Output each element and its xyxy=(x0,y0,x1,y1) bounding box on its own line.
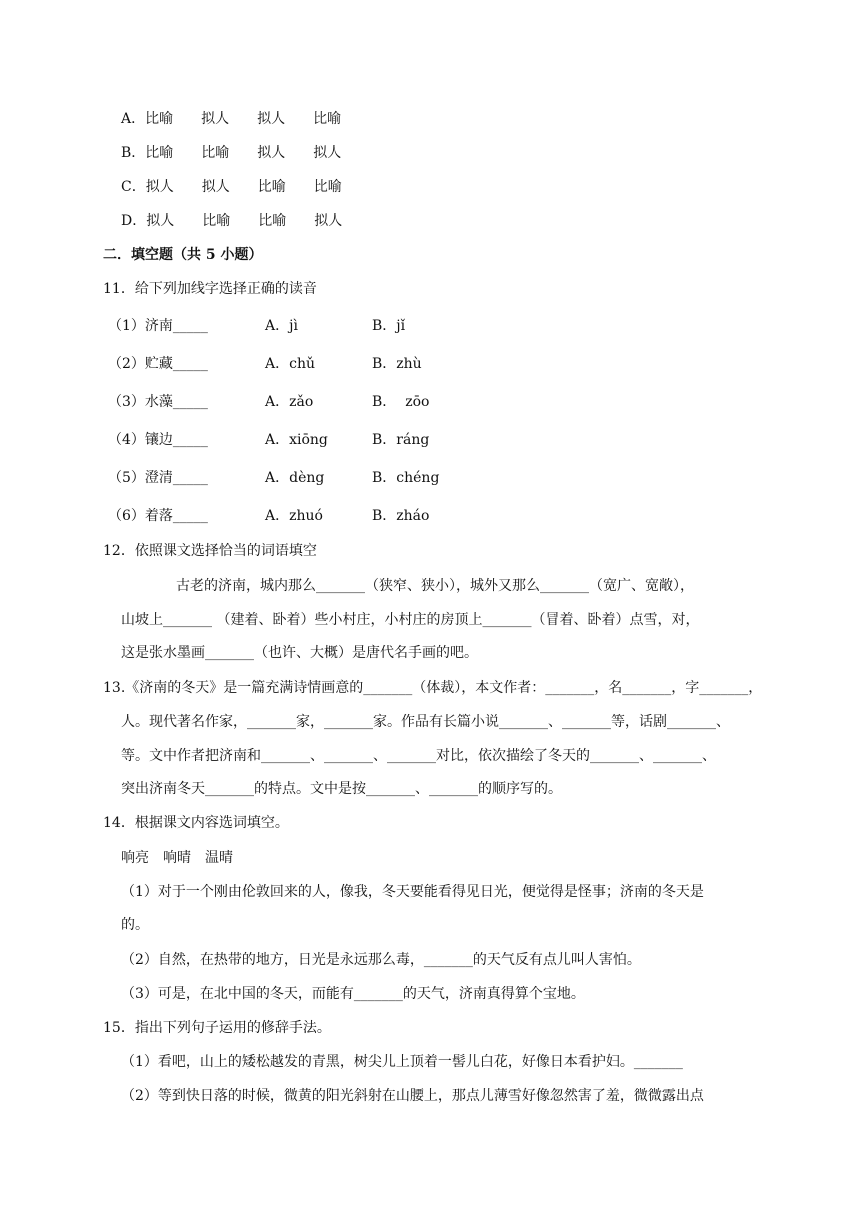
q14-word-bank: 响亮 响晴 温晴 xyxy=(121,850,233,866)
question-11-stem: 11．给下列加线字选择正确的读音 xyxy=(103,281,317,297)
q12-line: 山坡上_______ （建着、卧着）些小村庄，小村庄的房顶上_______（冒着、卧着）点雪，对， xyxy=(121,612,700,628)
q11-item-word: （6）着落_____ xyxy=(108,508,208,524)
q11-item-option-b: B．jǐ xyxy=(372,318,406,334)
q11-item-option-a: A．jì xyxy=(265,318,298,334)
q15-line: （1）看吧，山上的矮松越发的青黑，树尖儿上顶着一髻儿白花，好像日本看护妇。_______ xyxy=(121,1054,683,1070)
q11-item-option-a: A．zhuó xyxy=(265,508,323,524)
q15-line: （2）等到快日落的时候，微黄的阳光斜射在山腰上，那点儿薄雪好像忽然害了羞，微微露出点 xyxy=(121,1088,704,1104)
q11-item-word: （1）济南_____ xyxy=(108,318,208,334)
q11-item-option-a: A．dèng xyxy=(265,470,325,486)
q11-item-word: （5）澄清_____ xyxy=(108,470,208,486)
q11-item-option-a: A．chǔ xyxy=(265,356,315,372)
q11-item-option-b: B．chéng xyxy=(372,470,440,486)
option-a: A．比喻 拟人 拟人 比喻 xyxy=(121,111,342,127)
q14-line: 的。 xyxy=(121,917,149,933)
question-13-line: 突出济南冬天_______的特点。文中是按_______、_______的顺序写的。 xyxy=(121,781,562,797)
q12-line: 古老的济南，城内那么_______（狭窄、狭小），城外又那么_______（宽广、宽敞）， xyxy=(176,578,694,594)
q14-line: （1）对于一个刚由伦敦回来的人，像我，冬天要能看得见日光，便觉得是怪事；济南的冬天是 xyxy=(121,884,704,900)
option-d: D．拟人 比喻 比喻 拟人 xyxy=(121,213,343,229)
q11-item-word: （2）贮藏_____ xyxy=(108,356,208,372)
q14-line: （2）自然，在热带的地方，日光是永远那么毒，_______的天气反有点儿叫人害怕。 xyxy=(121,952,641,968)
question-14-stem: 14．根据课文内容选词填空。 xyxy=(103,815,289,831)
question-13-line: 13.《济南的冬天》是一篇充满诗情画意的_______（体裁），本文作者：_______，名_______，字_______， xyxy=(103,680,763,696)
option-c: C．拟人 拟人 比喻 比喻 xyxy=(121,179,342,195)
section-title: 二．填空题（共 5 小题） xyxy=(103,247,263,263)
question-13-line: 等。文中作者把济南和_______、_______、_______对比，依次描绘了冬天的_______、_______、 xyxy=(121,748,716,764)
q11-item-option-a: A．zǎo xyxy=(265,394,314,410)
question-12-stem: 12．依照课文选择恰当的词语填空 xyxy=(103,543,317,559)
q11-item-word: （3）水藻_____ xyxy=(108,394,208,410)
option-b: B．比喻 比喻 拟人 拟人 xyxy=(121,145,342,161)
q12-line: 这是张水墨画_______（也许、大概）是唐代名手画的吧。 xyxy=(121,645,478,661)
q11-item-option-b: B．zhù xyxy=(372,356,422,372)
q11-item-word: （4）镶边_____ xyxy=(108,432,208,448)
question-13-line: 人。现代著名作家，_______家，_______家。作品有长篇小说_______、_______等，话剧_______、 xyxy=(121,714,730,730)
q14-line: （3）可是，在北中国的冬天，而能有_______的天气，济南真得算个宝地。 xyxy=(121,986,585,1002)
q11-item-option-b: B．ráng xyxy=(372,432,430,448)
q11-item-option-b: B．zháo xyxy=(372,508,430,524)
q11-item-option-b: B． zōo xyxy=(372,394,430,410)
q11-item-option-a: A．xiōng xyxy=(265,432,328,448)
question-15-stem: 15．指出下列句子运用的修辞手法。 xyxy=(103,1020,331,1036)
